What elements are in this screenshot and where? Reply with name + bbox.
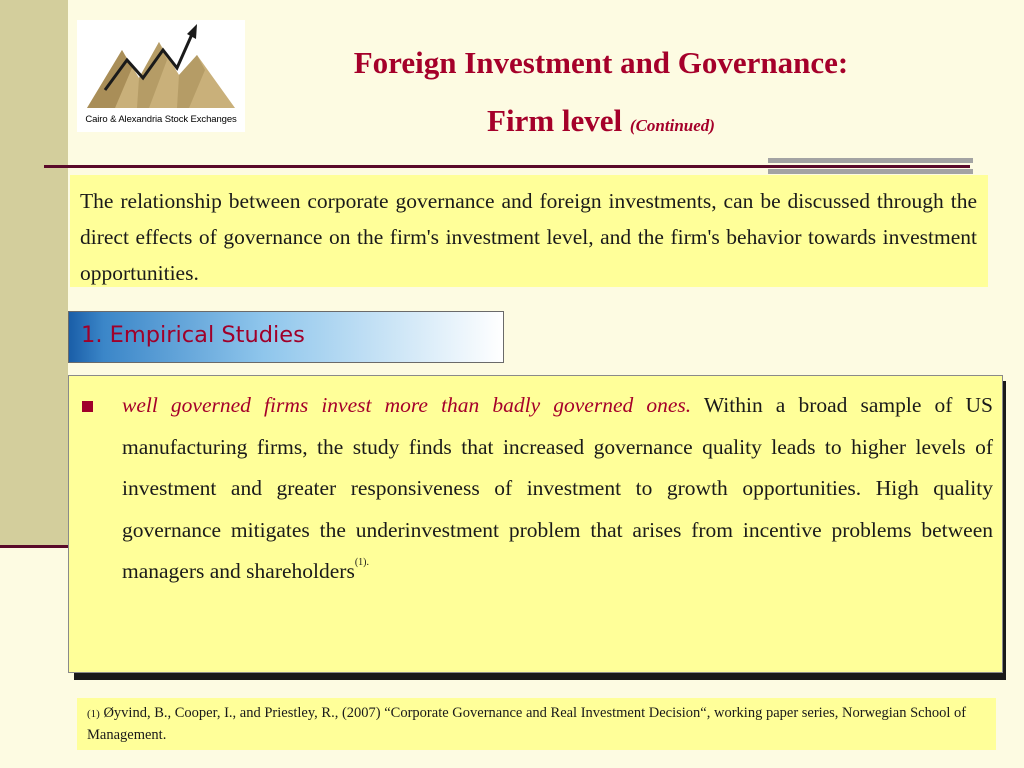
slide-title-continued: (Continued): [629, 116, 715, 135]
content-box: [68, 375, 1003, 673]
footnote-text: [87, 703, 988, 746]
slide-title-firm-level: Firm level: [487, 103, 623, 138]
header-divider: [44, 165, 970, 168]
intro-box: [70, 175, 988, 287]
logo: [77, 20, 245, 132]
content-paragraph: [122, 385, 993, 593]
left-band-rule: [0, 545, 68, 548]
intro-text: The relationship between corporate governance and foreign investments, can be discussed through the direct effects of governance on the firm's investment level, and the firm's behavior towards investment opportunities.: [80, 189, 977, 285]
content-body-text: Within a broad sample of US manufacturing firms, the study finds that increased governance quality leads to higher levels of investment and greater responsiveness of investment to growth opportunities. High quality governance mitigates the underinvestment problem that arises from incentive problems between managers and shareholders: [122, 393, 993, 583]
header-accent-bar-top: [768, 158, 973, 163]
header-accent-bar-bottom: [768, 169, 973, 174]
section-heading-box: [68, 311, 504, 363]
content-lead-text: well governed firms invest more than badly governed ones.: [122, 393, 692, 417]
square-bullet-icon: [82, 401, 93, 412]
slide-title-line1: Foreign Investment and Governance:: [353, 45, 849, 80]
slide-title-line2: [250, 103, 952, 139]
footnote-citation: Øyvind, B., Cooper, I., and Priestley, R., (2007) “Corporate Governance and Real Investment Decision“, working paper series, Norwegian School of Management.: [87, 705, 967, 743]
footnote-box: [77, 698, 996, 750]
content-reference-marker: (1).: [354, 557, 369, 568]
left-decor-band: [0, 0, 68, 548]
logo-caption: Cairo & Alexandria Stock Exchanges: [85, 114, 237, 125]
section-heading: 1. Empirical Studies: [81, 322, 305, 348]
footnote-marker: (1): [87, 708, 100, 720]
